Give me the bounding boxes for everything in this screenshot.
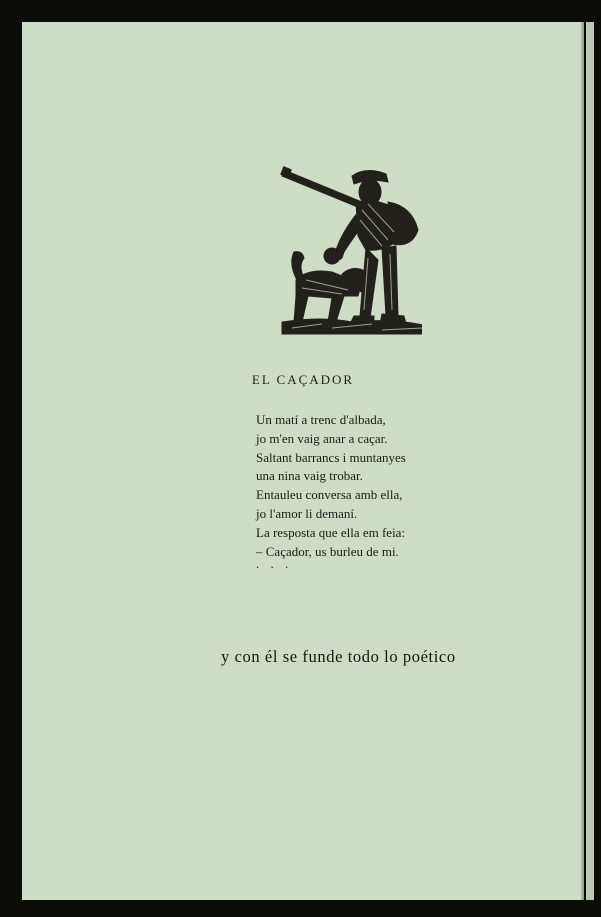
poem-line: Entauleu conversa amb ella, <box>256 487 403 503</box>
poem-line: jo l'amor li demaní. <box>256 505 358 521</box>
poem-line: La resposta que ella em feia: <box>256 524 406 540</box>
poem-title: EL CAÇADOR <box>251 372 355 387</box>
book-page <box>22 22 584 900</box>
page-caption: y con él se funde todo lo poético <box>221 647 456 666</box>
poem-line: jo m'en vaig anar a caçar. <box>256 430 388 446</box>
hunter-with-dog-woodcut <box>262 140 422 336</box>
poem-line: Un matí a trenc d'albada, <box>256 412 386 427</box>
poem-ellipsis: . . . <box>256 556 293 571</box>
poem-line: Saltant barrancs i muntanyes <box>256 449 406 465</box>
page-edge <box>586 22 594 900</box>
poem-verse <box>256 411 406 561</box>
poem-line: – Caçador, us burleu de mi. <box>256 543 399 559</box>
poem-line: una nina vaig trobar. <box>256 468 363 484</box>
